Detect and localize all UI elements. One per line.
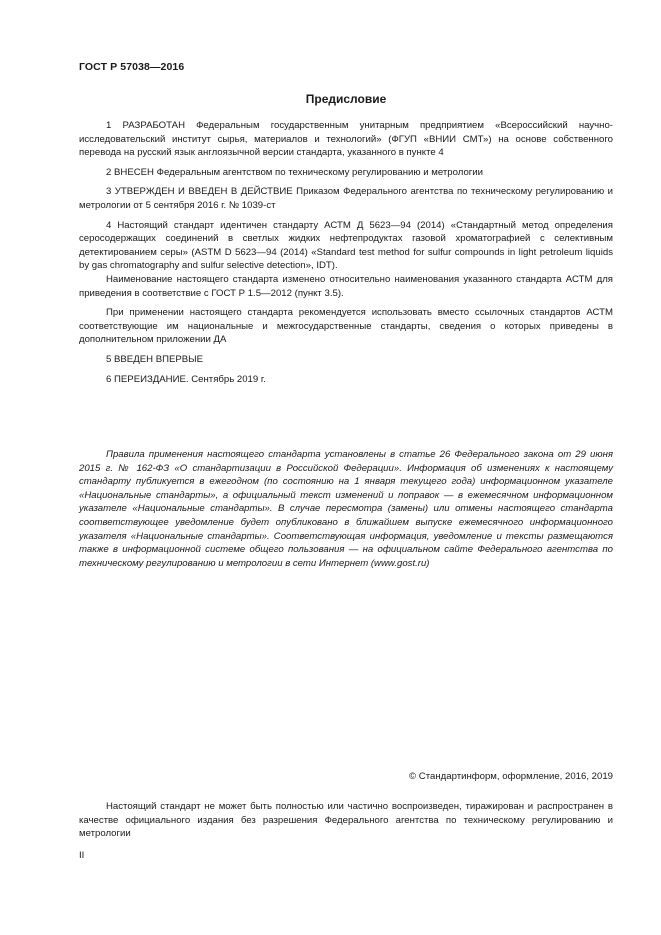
preface-section: [79, 119, 613, 386]
standard-code: ГОСТ Р 57038—2016: [79, 61, 185, 73]
copyright-line: © Стандартинформ, оформление, 2016, 2019: [409, 771, 613, 782]
page-title: Предисловие: [305, 92, 387, 106]
preface-item-6: 6 ПЕРЕИЗДАНИЕ. Сентябрь 2019 г.: [106, 373, 266, 385]
legal-notice: [79, 448, 613, 570]
page-number: II: [79, 850, 85, 861]
preface-item-2: 2 ВНЕСЕН Федеральным агентством по техническому регулированию и метрологии: [106, 166, 484, 178]
preface-item-4: 4 Настоящий стандарт идентичен стандарту АСТМ Д 5623—94 (2014) «Стандартный метод определения серосодержащих соединений в светлых жидких нефтепродуктах газовой хроматографией с селективным детектированием серы» (ASTM D 5623—94 (2014) «Standard test method for sulfur compounds in light petroleum liquids by gas chromatography and sulfur selective detection», IDT).: [79, 219, 613, 272]
legal-notice-text: Правила применения настоящего стандарта установлены в статье 26 Федерального закона от 29 июня 2015 г. № 162-ФЗ «О стандартизации в Российской Федерации». Информация об изменениях к настоящему стандарту публикуется в ежегодном (по состоянию на 1 января текущего года) информационном указателе «Национальные стандарты», а официальный текст изменений и поправок — в ежемесячном информационном указателе «Национальные стандарты». В случае пересмотра (замены) или отмены настоящего стандарта соответствующее уведомление будет опубликовано в ближайшем выпуске ежемесячного информационного указателя «Национальные стандарты». Соответствующая информация, уведомление и тексты размещаются также в информационной системе общего пользования — на официальном сайте Федерального агентства по техническому регулированию и метрологии в сети Интернет (www.gost.ru): [79, 449, 613, 569]
preface-item-4-references-note: При применении настоящего стандарта рекомендуется использовать вместо ссылочных стандартов АСТМ соответствующие им национальные и межгосударственные стандарты, сведения о которых приведены в дополнительном приложении ДА: [79, 307, 613, 346]
preface-item-3: 3 УТВЕРЖДЕН И ВВЕДЕН В ДЕЙСТВИЕ Приказом Федерального агентства по техническому регулированию и метрологии от 5 сентября 2016 г. № 1039-ст: [79, 186, 613, 211]
reproduction-notice-text: Настоящий стандарт не может быть полностью или частично воспроизведен, тиражирован и распространен в качестве официального издания без разрешения Федерального агентства по техническому регулированию и метрологии: [79, 801, 613, 840]
preface-item-4-name-note: Наименование настоящего стандарта изменено относительно наименования указанного стандарта АСТМ для приведения в соответствие с ГОСТ Р 1.5—2012 (пункт 3.5).: [79, 273, 613, 299]
preface-item-1: 1 РАЗРАБОТАН Федеральным государственным унитарным предприятием «Всероссийский научно-исследовательский институт сырья, материалов и технологий» (ФГУП «ВНИИ СМТ») на основе собственного перевода на русский язык англоязычной версии стандарта, указанного в пункте 4: [79, 120, 613, 159]
reproduction-notice: [79, 800, 613, 841]
preface-item-5: 5 ВВЕДЕН ВПЕРВЫЕ: [106, 353, 204, 365]
